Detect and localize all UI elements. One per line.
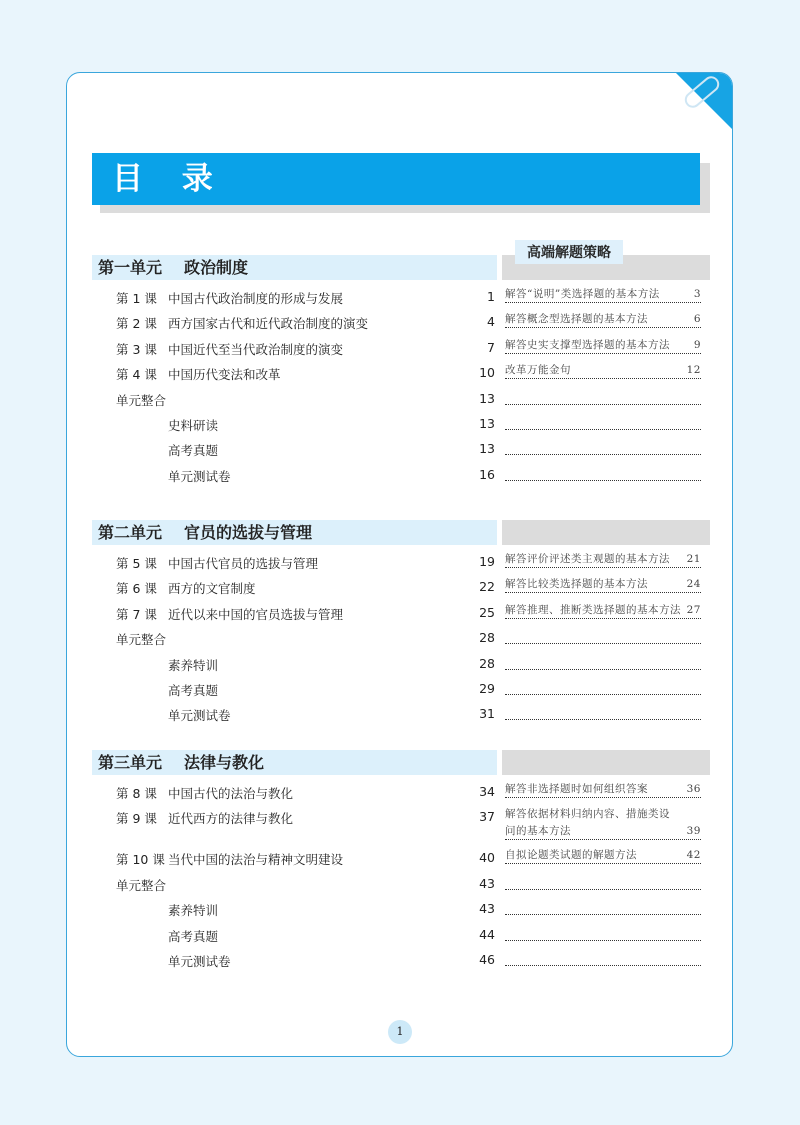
lesson-title: 单元测试卷 bbox=[168, 953, 231, 969]
lesson-page: 43 bbox=[479, 875, 495, 891]
strategy-page: 21 bbox=[686, 553, 701, 565]
strategy-entry[interactable] bbox=[505, 464, 701, 481]
lesson-title: 单元测试卷 bbox=[168, 708, 231, 724]
unit-label: 第一单元 bbox=[98, 258, 163, 277]
strategy-page: 27 bbox=[686, 603, 701, 616]
lesson-label: 第 10 课 bbox=[116, 852, 165, 868]
lesson-title: 中国历代变法和改革 bbox=[168, 367, 281, 383]
lesson-page: 13 bbox=[479, 390, 495, 406]
lesson-page: 13 bbox=[479, 415, 495, 431]
lesson-page: 10 bbox=[479, 365, 495, 381]
lesson-title: 西方的文官制度 bbox=[168, 581, 256, 597]
strategy-column-label: 高端解题策略 bbox=[515, 240, 623, 264]
strategy-entry[interactable] bbox=[505, 551, 701, 568]
lesson-label: 单元整合 bbox=[116, 392, 167, 408]
lesson-label bbox=[92, 901, 144, 926]
lesson-label bbox=[92, 681, 144, 706]
lesson-page: 16 bbox=[479, 466, 495, 482]
lesson-title: 中国近代至当代政治制度的演变 bbox=[168, 341, 344, 357]
strategy-page: 9 bbox=[693, 338, 701, 351]
unit-section bbox=[92, 520, 710, 732]
lesson-title: 中国古代的法治与教化 bbox=[168, 786, 294, 801]
lesson-label: 第 3 课 bbox=[116, 341, 157, 357]
strategy-text: 解答推理、推断类选择题的基本方法 bbox=[505, 603, 681, 616]
strategy-page: 3 bbox=[693, 288, 701, 300]
lesson-title: 高考真题 bbox=[168, 682, 219, 698]
lesson-label bbox=[92, 706, 144, 731]
lesson-label bbox=[92, 927, 144, 952]
strategy-entry[interactable] bbox=[505, 438, 701, 455]
lesson-label: 第 2 课 bbox=[116, 316, 157, 332]
unit-header bbox=[92, 520, 710, 545]
lesson-page: 31 bbox=[479, 706, 495, 722]
strategy-page: 6 bbox=[693, 313, 701, 326]
strategy-entry[interactable] bbox=[505, 678, 701, 695]
strategy-entry[interactable] bbox=[505, 806, 701, 840]
lesson-page: 1 bbox=[487, 289, 495, 304]
unit-name: 政治制度 bbox=[184, 258, 249, 277]
lesson-title: 近代以来中国的官员选拔与管理 bbox=[168, 606, 344, 622]
lesson-label: 单元整合 bbox=[116, 877, 167, 893]
unit-label: 第三单元 bbox=[98, 753, 163, 772]
strategy-entry[interactable] bbox=[505, 413, 701, 430]
unit-header-strategy-bar bbox=[502, 750, 710, 775]
lesson-page: 43 bbox=[479, 901, 495, 917]
strategy-page: 12 bbox=[686, 364, 701, 377]
lesson-page: 25 bbox=[479, 604, 495, 620]
lesson-title: 西方国家古代和近代政治制度的演变 bbox=[168, 316, 369, 332]
strategy-entry[interactable] bbox=[505, 847, 701, 864]
strategy-page: 42 bbox=[686, 849, 701, 862]
unit-section bbox=[92, 255, 710, 492]
lesson-page: 28 bbox=[479, 630, 495, 646]
strategy-entry[interactable] bbox=[505, 653, 701, 670]
lesson-title: 中国古代官员的选拔与管理 bbox=[168, 556, 319, 571]
lesson-label: 单元整合 bbox=[116, 632, 167, 648]
strategy-entry[interactable] bbox=[505, 949, 701, 966]
lesson-title: 中国古代政治制度的形成与发展 bbox=[168, 291, 344, 306]
lesson-label bbox=[92, 656, 144, 681]
strategy-text: 解答史实支撑型选择题的基本方法 bbox=[505, 338, 670, 351]
lesson-title: 高考真题 bbox=[168, 443, 219, 459]
strategy-entry[interactable] bbox=[505, 873, 701, 890]
lesson-label bbox=[92, 416, 144, 441]
unit-name: 官员的选拔与管理 bbox=[184, 523, 313, 542]
lesson-title: 高考真题 bbox=[168, 928, 219, 944]
strategy-entry[interactable] bbox=[505, 576, 701, 593]
lesson-page: 28 bbox=[479, 655, 495, 671]
strategy-text: 解答非选择题时如何组织答案 bbox=[505, 783, 648, 795]
strategy-entry[interactable] bbox=[505, 924, 701, 941]
lesson-label bbox=[92, 441, 144, 466]
unit-header-strategy-bar bbox=[502, 520, 710, 545]
toc-row[interactable] bbox=[92, 467, 710, 492]
lesson-page: 7 bbox=[487, 339, 495, 355]
unit-header bbox=[92, 750, 710, 775]
lesson-page: 22 bbox=[479, 579, 495, 595]
unit-name: 法律与教化 bbox=[184, 753, 265, 772]
lesson-title: 近代西方的法律与教化 bbox=[168, 811, 294, 827]
strategy-text: 问的基本方法 bbox=[505, 825, 571, 838]
lesson-page: 44 bbox=[479, 926, 495, 942]
lesson-title: 当代中国的法治与精神文明建设 bbox=[168, 852, 344, 868]
lesson-label: 第 8 课 bbox=[116, 786, 157, 801]
lesson-page: 4 bbox=[487, 314, 495, 330]
strategy-entry[interactable] bbox=[505, 362, 701, 379]
lesson-page: 46 bbox=[479, 951, 495, 967]
lesson-page: 29 bbox=[479, 680, 495, 696]
strategy-entry[interactable] bbox=[505, 898, 701, 915]
lesson-title: 单元测试卷 bbox=[168, 468, 231, 484]
unit-label: 第二单元 bbox=[98, 523, 163, 542]
strategy-entry[interactable] bbox=[505, 781, 701, 798]
strategy-page: 39 bbox=[686, 825, 701, 838]
strategy-entry[interactable] bbox=[505, 337, 701, 354]
unit-section bbox=[92, 750, 710, 977]
strategy-entry[interactable] bbox=[505, 602, 701, 619]
strategy-entry[interactable] bbox=[505, 627, 701, 644]
strategy-entry[interactable] bbox=[505, 703, 701, 720]
strategy-text: 改革万能金句 bbox=[505, 364, 571, 377]
lesson-label: 第 1 课 bbox=[116, 291, 157, 306]
lesson-label: 第 7 课 bbox=[116, 606, 157, 622]
lesson-label: 第 4 课 bbox=[116, 367, 157, 383]
strategy-entry[interactable] bbox=[505, 388, 701, 405]
toc-row[interactable] bbox=[92, 809, 710, 850]
lesson-page: 19 bbox=[479, 554, 495, 569]
lesson-title: 史料研读 bbox=[168, 417, 219, 433]
strategy-text: 解答评价评述类主观题的基本方法 bbox=[505, 553, 670, 565]
strategy-entry[interactable] bbox=[505, 311, 701, 328]
lesson-page: 40 bbox=[479, 850, 495, 866]
strategy-text-line1: 解答依据材料归纳内容、措施类设 bbox=[505, 808, 670, 821]
lesson-page: 34 bbox=[479, 784, 495, 799]
lesson-title: 素养特训 bbox=[168, 657, 219, 673]
page-title: 目 录 bbox=[92, 153, 700, 205]
strategy-text: 自拟论题类试题的解题方法 bbox=[505, 849, 637, 862]
lesson-title: 素养特训 bbox=[168, 903, 219, 919]
strategy-text: 解答比较类选择题的基本方法 bbox=[505, 578, 648, 591]
lesson-label bbox=[92, 467, 144, 492]
lesson-label: 第 6 课 bbox=[116, 581, 157, 597]
strategy-page: 24 bbox=[686, 578, 701, 591]
lesson-label: 第 5 课 bbox=[116, 556, 157, 571]
lesson-page: 13 bbox=[479, 441, 495, 457]
lesson-label: 第 9 课 bbox=[116, 811, 157, 827]
strategy-page: 36 bbox=[686, 783, 701, 795]
toc-row[interactable] bbox=[92, 952, 710, 977]
page-number: 1 bbox=[388, 1020, 412, 1044]
strategy-text: 解答概念型选择题的基本方法 bbox=[505, 313, 648, 326]
lesson-page: 37 bbox=[479, 809, 495, 825]
toc-row[interactable] bbox=[92, 706, 710, 731]
strategy-text: 解答“说明”类选择题的基本方法 bbox=[505, 288, 660, 300]
lesson-label bbox=[92, 952, 144, 977]
strategy-entry[interactable] bbox=[505, 286, 701, 303]
